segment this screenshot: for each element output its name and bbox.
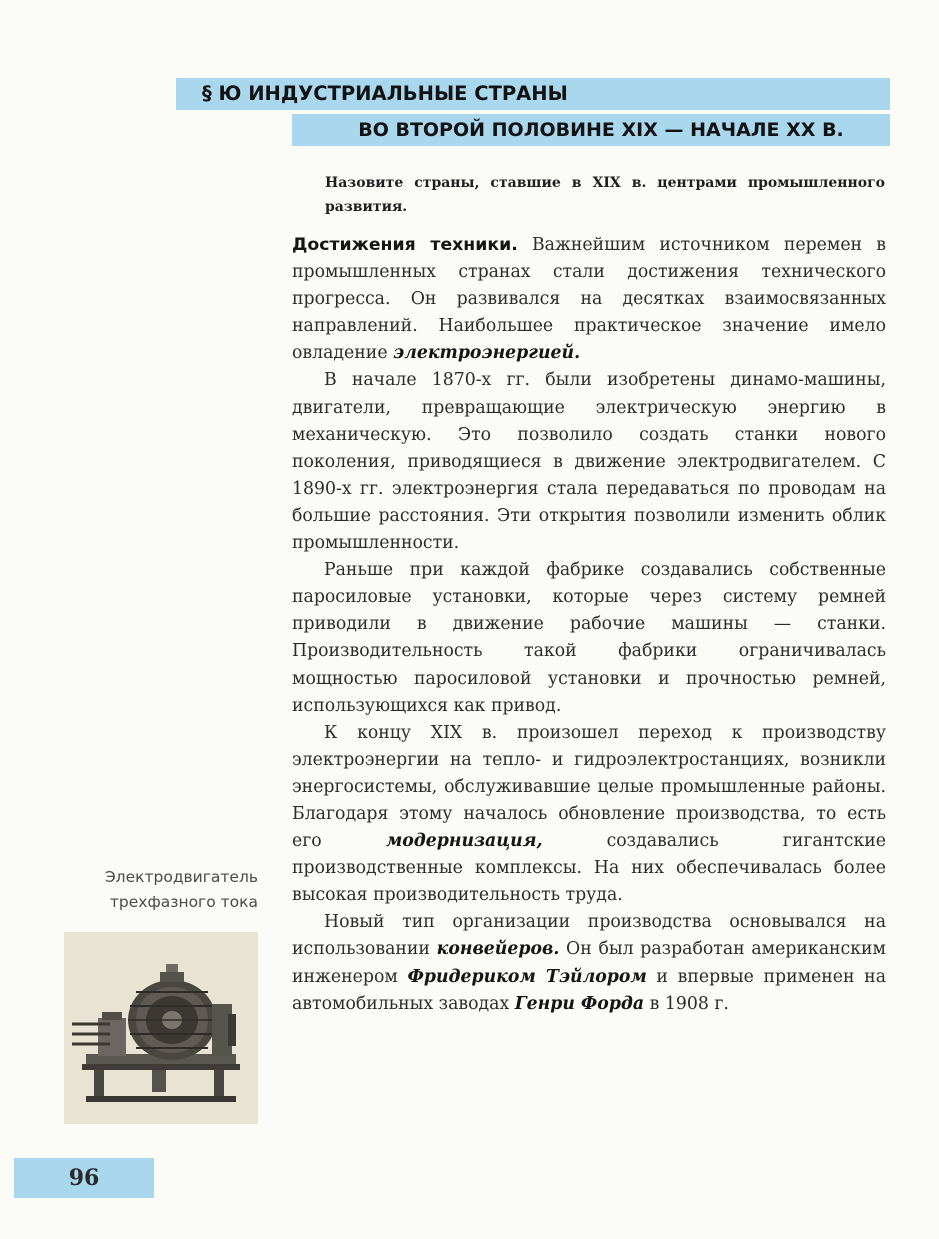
- figure-caption-line-1: Электродвигатель: [104, 868, 258, 886]
- page-number: 96: [14, 1158, 154, 1198]
- main-text-column: [292, 232, 886, 1018]
- paragraph-text: Новый тип организации производства основывался на использовании: [292, 912, 886, 960]
- paragraph-2: В начале 1870-х гг. были изобретены динамо-машины, двигатели, превращающие электрическую энергию в механическую. Это позволило создать станки нового поколения, приводящиеся в движение электродвигателем. С 1890-х гг. электроэнергия стала передаваться по проводам на большие расстояния. Эти открытия позволили изменить облик промышленности.: [292, 370, 886, 554]
- paragraph-text: в 1908 г.: [644, 993, 729, 1014]
- paragraph-heading: Достижения техники.: [292, 235, 518, 255]
- paragraph-5: [292, 909, 886, 1017]
- paragraph-text: Важнейшим источником перемен в промышленных странах стали достижения технического прогресса. Он развивался на десятках взаимосвязанных направлений. Наибольшее практическое значение имело овладение: [292, 235, 886, 364]
- paragraph-text: К концу XIX в. произошел переход к производству электроэнергии на тепло- и гидроэлектростанциях, возникли энергосистемы, обслуживавшие целые промышленные районы. Благодаря этому началось обновление производства, то есть его: [292, 722, 886, 852]
- figure-caption: [60, 865, 258, 914]
- paragraph-text: создавались гигантские производственные комплексы. На них обеспечивалась более высокая производительность труда.: [292, 831, 886, 906]
- figure-caption-line-2: трехфазного тока: [109, 892, 258, 911]
- electric-motor-illustration: [64, 932, 258, 1124]
- paragraph-text: и впервые применен на автомобильных заводах: [292, 966, 886, 1014]
- key-term: электроэнергией.: [393, 343, 581, 364]
- key-term: конвейеров.: [436, 939, 560, 960]
- paragraph-1: [292, 232, 886, 367]
- key-term: Фридериком Тэйлором: [407, 966, 647, 987]
- section-title-line-1: § Ю ИНДУСТРИАЛЬНЫЕ СТРАНЫ: [176, 78, 890, 110]
- section-title-line-2: ВО ВТОРОЙ ПОЛОВИНЕ XIX — НАЧАЛЕ XX В.: [292, 114, 890, 146]
- electric-motor-image: [64, 932, 258, 1124]
- paragraph-text: Он был разработан американским инженером: [292, 939, 886, 987]
- key-term: Генри Форда: [514, 993, 645, 1014]
- paragraph-4: [292, 720, 886, 910]
- paragraph-3: Раньше при каждой фабрике создавались собственные паросиловые установки, которые через систему ремней приводили в движение рабочие машины — станки. Производительность такой фабрики ограничивалась мощностью паросиловой установки и прочностью ремней, использующихся как привод.: [292, 560, 886, 716]
- review-question: Назовите страны, ставшие в XIX в. центрами промышленного развития.: [325, 175, 885, 215]
- key-term: модернизация,: [385, 831, 543, 852]
